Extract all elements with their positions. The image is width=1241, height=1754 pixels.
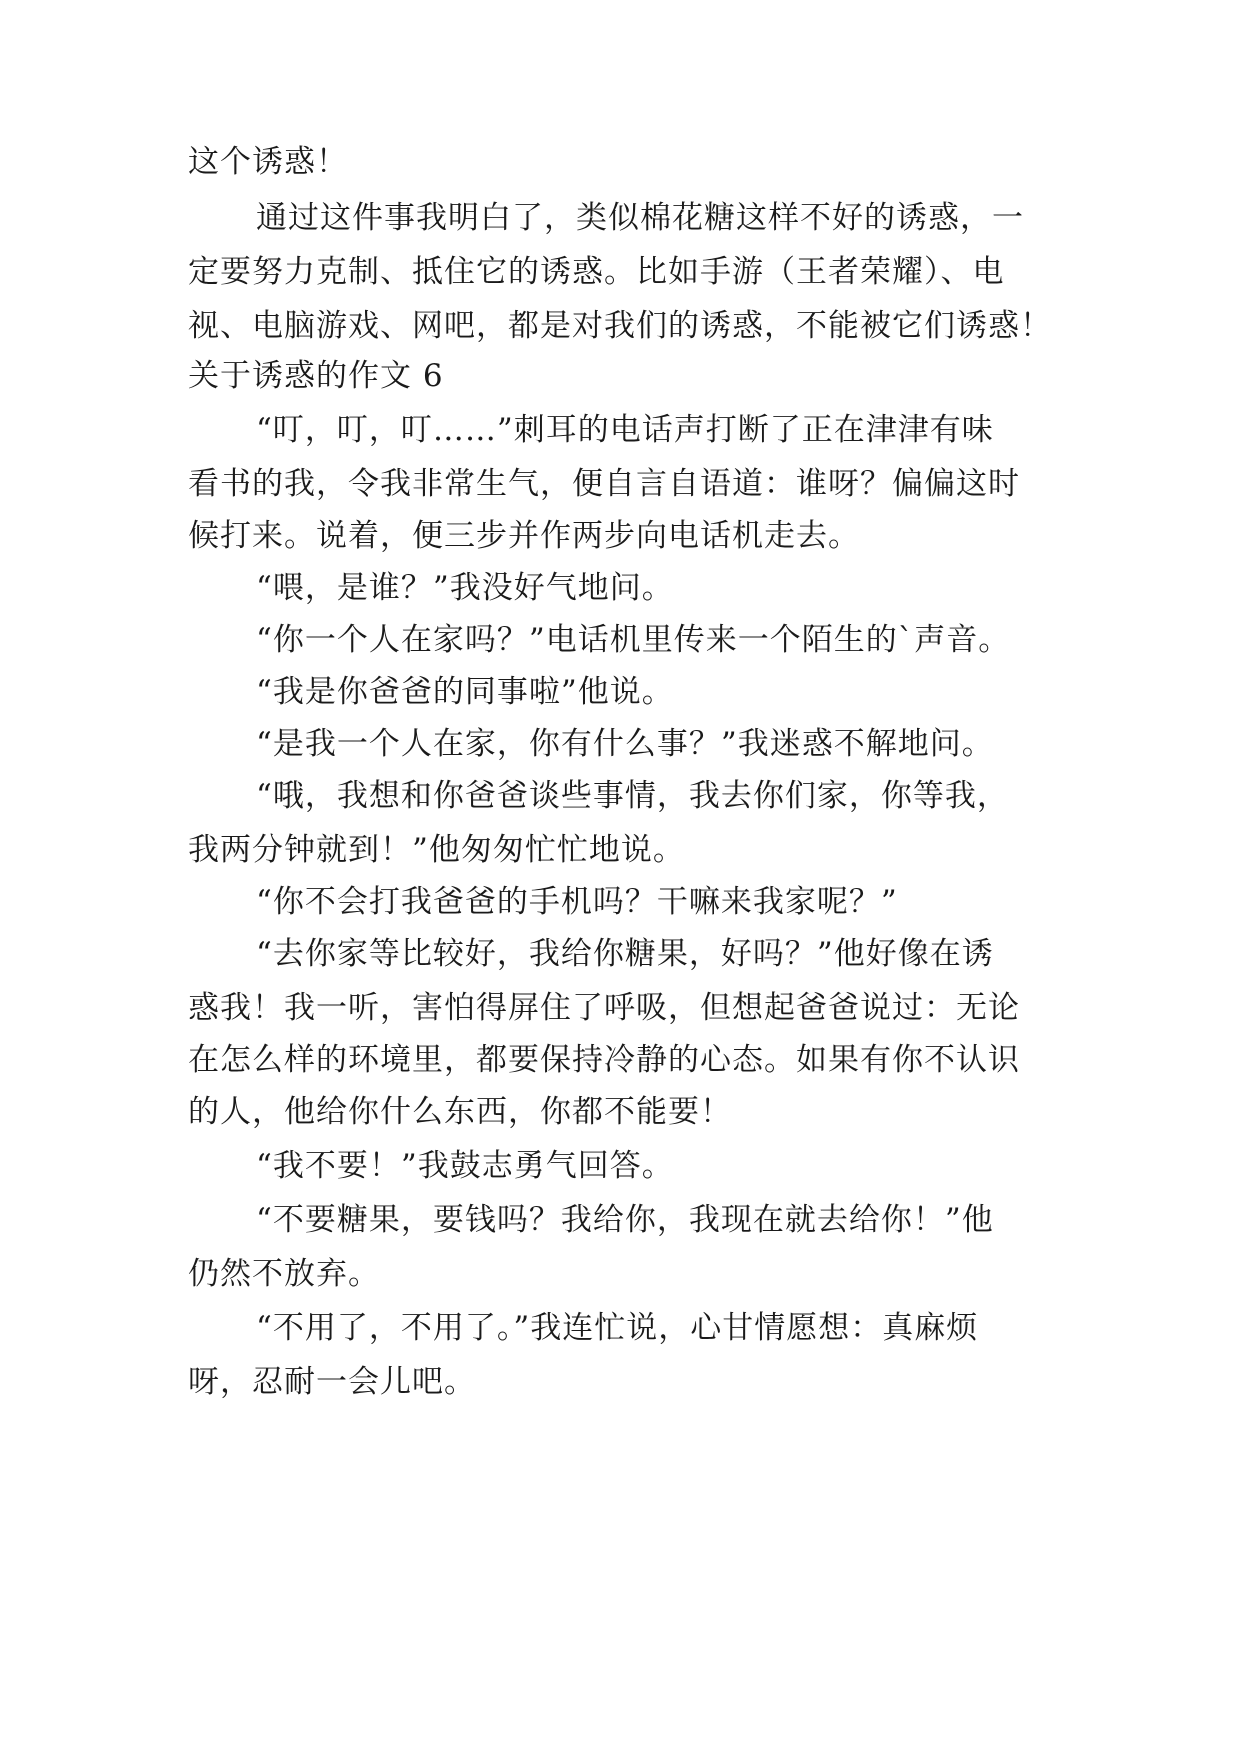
text-line: 定要努力克制、抵住它的诱惑。比如手游（王者荣耀）、电	[188, 254, 1005, 290]
text-line: 这个诱惑！	[188, 144, 348, 180]
text-line: 我两分钟就到！”他匆匆忙忙地说。	[188, 832, 685, 868]
paragraph-line: “你不会打我爸爸的手机吗？干嘛来我家呢？”	[256, 884, 898, 920]
paragraph-line: “是我一个人在家，你有什么事？”我迷惑不解地问。	[256, 726, 994, 762]
paragraph-line: “我是你爸爸的同事啦”他说。	[256, 674, 674, 710]
section-heading: 关于诱惑的作文 6	[188, 358, 444, 394]
paragraph-line: “叮，叮，叮……”刺耳的电话声打断了正在津津有味	[256, 412, 994, 448]
text-line: 候打来。说着，便三步并作两步向电话机走去。	[188, 518, 860, 554]
paragraph-line: “我不要！”我鼓志勇气回答。	[256, 1148, 674, 1184]
text-line: 惑我！我一听，害怕得屏住了呼吸，但想起爸爸说过：无论	[188, 990, 1020, 1026]
paragraph-line: “去你家等比较好，我给你糖果，好吗？”他好像在诱	[256, 936, 994, 972]
paragraph-line: 通过这件事我明白了，类似棉花糖这样不好的诱惑，一	[256, 200, 1024, 236]
text-line: 的人，他给你什么东西，你都不能要！	[188, 1094, 732, 1130]
paragraph-line: “不用了，不用了。”我连忙说，心甘情愿想：真麻烦	[256, 1310, 979, 1346]
text-line: 在怎么样的环境里，都要保持冷静的心态。如果有你不认识	[188, 1042, 1020, 1078]
text-line: 仍然不放弃。	[188, 1256, 380, 1292]
text-line: 呀，忍耐一会儿吧。	[188, 1364, 476, 1400]
paragraph-line: “你一个人在家吗？”电话机里传来一个陌生的`声音。	[256, 622, 1011, 658]
text-line: 视、电脑游戏、网吧，都是对我们的诱惑，不能被它们诱惑！	[188, 308, 1052, 344]
paragraph-line: “不要糖果，要钱吗？我给你，我现在就去给你！”他	[256, 1202, 994, 1238]
text-line: 看书的我，令我非常生气，便自言自语道：谁呀？偏偏这时	[188, 466, 1020, 502]
paragraph-line: “哦，我想和你爸爸谈些事情，我去你们家，你等我，	[256, 778, 1009, 814]
paragraph-line: “喂，是谁？”我没好气地问。	[256, 570, 674, 606]
